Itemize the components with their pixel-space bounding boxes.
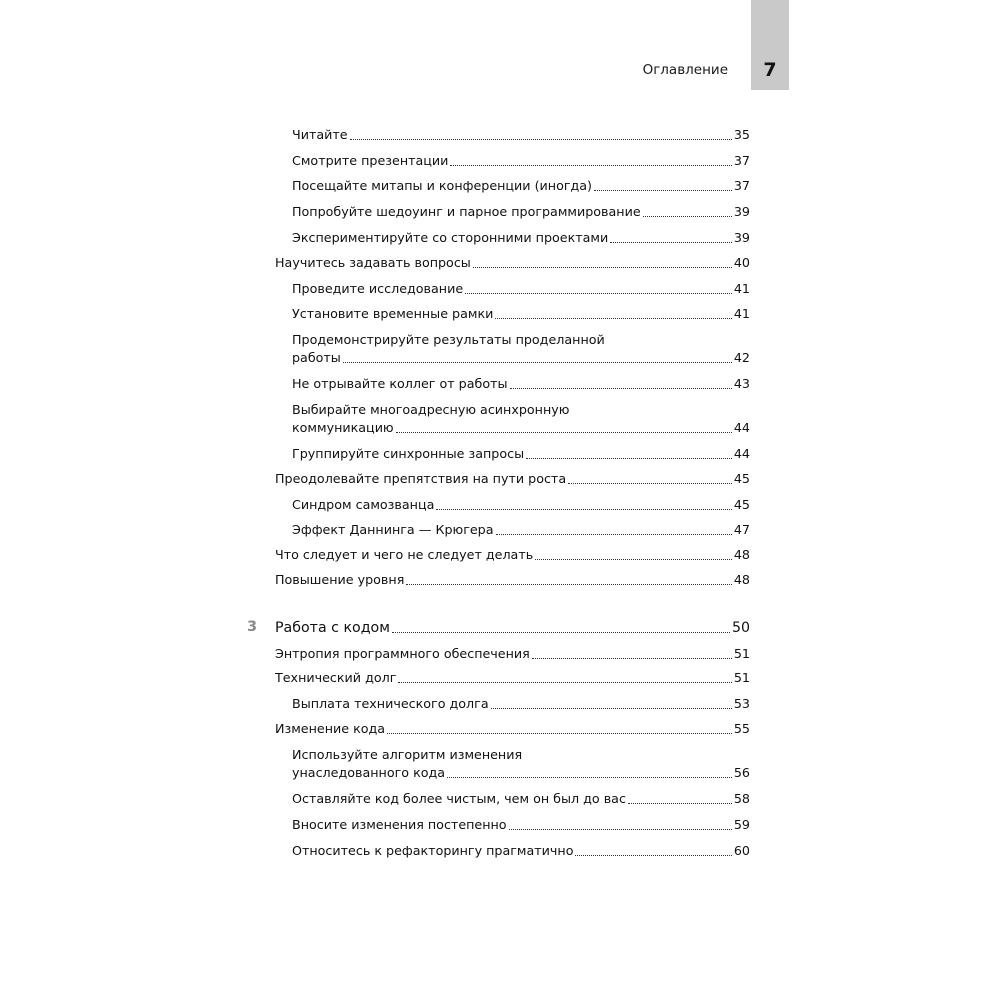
- toc-entry-title: Что следует и чего не следует делать: [275, 547, 534, 562]
- toc-entry-page: 44: [733, 420, 750, 435]
- toc-entry-page: 39: [733, 230, 750, 245]
- toc-entry-title: Проведите исследование: [292, 281, 464, 296]
- toc-entry-page: 44: [733, 446, 750, 461]
- toc-entry[interactable]: [275, 645, 750, 663]
- toc-entry-title-line1: Продемонстрируйте результаты проделанной: [292, 332, 605, 347]
- toc-entry-page: 55: [733, 721, 750, 736]
- toc-entry-title: Группируйте синхронные запросы: [292, 446, 525, 461]
- toc-entry-title: Экспериментируйте со сторонними проектами: [292, 230, 609, 245]
- toc-entry-page: 40: [733, 255, 750, 270]
- toc-entry-page: 47: [733, 522, 750, 537]
- toc-entry[interactable]: [292, 496, 750, 514]
- toc-entry-title: Посещайте митапы и конференции (иногда): [292, 178, 592, 193]
- toc-entry[interactable]: [275, 470, 750, 488]
- toc-entry-page: 37: [733, 178, 750, 193]
- toc-entry-page: 48: [733, 572, 750, 587]
- toc-entry-page: 51: [733, 670, 750, 685]
- toc-entry[interactable]: [292, 331, 750, 367]
- toc-chapter-entry[interactable]: [275, 619, 750, 637]
- chapter-number: 3: [247, 619, 258, 635]
- toc-entry-page: 56: [733, 765, 750, 780]
- toc-entry[interactable]: [292, 126, 750, 144]
- toc-entry-page: 50: [731, 620, 750, 636]
- toc-entry[interactable]: [292, 305, 750, 323]
- toc-entry-title: Преодолевайте препятствия на пути роста: [275, 471, 567, 486]
- toc-entry-page: 35: [733, 127, 750, 142]
- toc-entry-page: 60: [733, 843, 750, 858]
- toc-entry[interactable]: [292, 746, 750, 782]
- toc-entry-page: 48: [733, 547, 750, 562]
- running-head: Оглавление: [642, 62, 728, 78]
- toc-entry[interactable]: [292, 842, 750, 860]
- toc-entry-title: Не отрывайте коллег от работы: [292, 376, 508, 391]
- toc-entry-page: 43: [733, 376, 750, 391]
- toc-entry-title: Вносите изменения постепенно: [292, 817, 507, 832]
- toc-entry-title-line1: Выбирайте многоадресную асинхронную: [292, 402, 570, 417]
- toc-entry-title: коммуникацию: [292, 420, 394, 435]
- toc-entry-title: Изменение кода: [275, 721, 386, 736]
- toc-entry-page: 59: [733, 817, 750, 832]
- toc-entry-title: Выплата технического долга: [292, 696, 489, 711]
- toc-chapter-title: Работа с кодом: [275, 620, 390, 636]
- toc-entry[interactable]: [292, 401, 750, 437]
- toc-entry-title: Оставляйте код более чистым, чем он был до вас: [292, 791, 626, 806]
- toc-entry-title: Смотрите презентации: [292, 153, 449, 168]
- toc-entry[interactable]: [292, 280, 750, 298]
- toc-entry[interactable]: [292, 816, 750, 834]
- toc-entry-page: 41: [733, 281, 750, 296]
- toc-entry-title: Относитесь к рефакторингу прагматично: [292, 843, 574, 858]
- toc-entry-title: Энтропия программного обеспечения: [275, 646, 530, 661]
- toc-entry-page: 51: [733, 646, 750, 661]
- toc-entry[interactable]: [292, 177, 750, 195]
- toc-entry[interactable]: [275, 254, 750, 272]
- toc-entry[interactable]: [292, 375, 750, 393]
- toc-entry-title: Научитесь задавать вопросы: [275, 255, 471, 270]
- page-number-tab: 7: [751, 0, 789, 90]
- toc-entry-page: 42: [733, 350, 750, 365]
- toc-entry-title: унаследованного кода: [292, 765, 446, 780]
- toc-entry[interactable]: [275, 571, 750, 589]
- toc-entry[interactable]: [292, 695, 750, 713]
- toc-entry[interactable]: [292, 229, 750, 247]
- toc-entry-page: 45: [733, 471, 750, 486]
- toc-entry-title: Эффект Даннинга — Крюгера: [292, 522, 494, 537]
- toc-entry[interactable]: [275, 720, 750, 738]
- toc-entry[interactable]: [275, 669, 750, 687]
- toc-entry-title: работы: [292, 350, 341, 365]
- toc-entry[interactable]: [275, 546, 750, 564]
- toc-entry-page: 41: [733, 306, 750, 321]
- toc-entry-title: Попробуйте шедоуинг и парное программирование: [292, 204, 641, 219]
- toc-entry[interactable]: [292, 203, 750, 221]
- toc-entry-title-line1: Используйте алгоритм изменения: [292, 747, 523, 762]
- toc-entry[interactable]: [292, 521, 750, 539]
- toc-entry[interactable]: [292, 445, 750, 463]
- toc-entry-title: Повышение уровня: [275, 572, 405, 587]
- toc-entry[interactable]: [292, 790, 750, 808]
- toc-entry[interactable]: [292, 152, 750, 170]
- toc-entry-title: Читайте: [292, 127, 348, 142]
- toc-entry-page: 53: [733, 696, 750, 711]
- toc-entry-title: Синдром самозванца: [292, 497, 435, 512]
- toc-entry-page: 45: [733, 497, 750, 512]
- toc-entry-title: Технический долг: [275, 670, 397, 685]
- toc-entry-title: Установите временные рамки: [292, 306, 494, 321]
- toc-entry-page: 37: [733, 153, 750, 168]
- toc-entry-page: 58: [733, 791, 750, 806]
- toc-entry-page: 39: [733, 204, 750, 219]
